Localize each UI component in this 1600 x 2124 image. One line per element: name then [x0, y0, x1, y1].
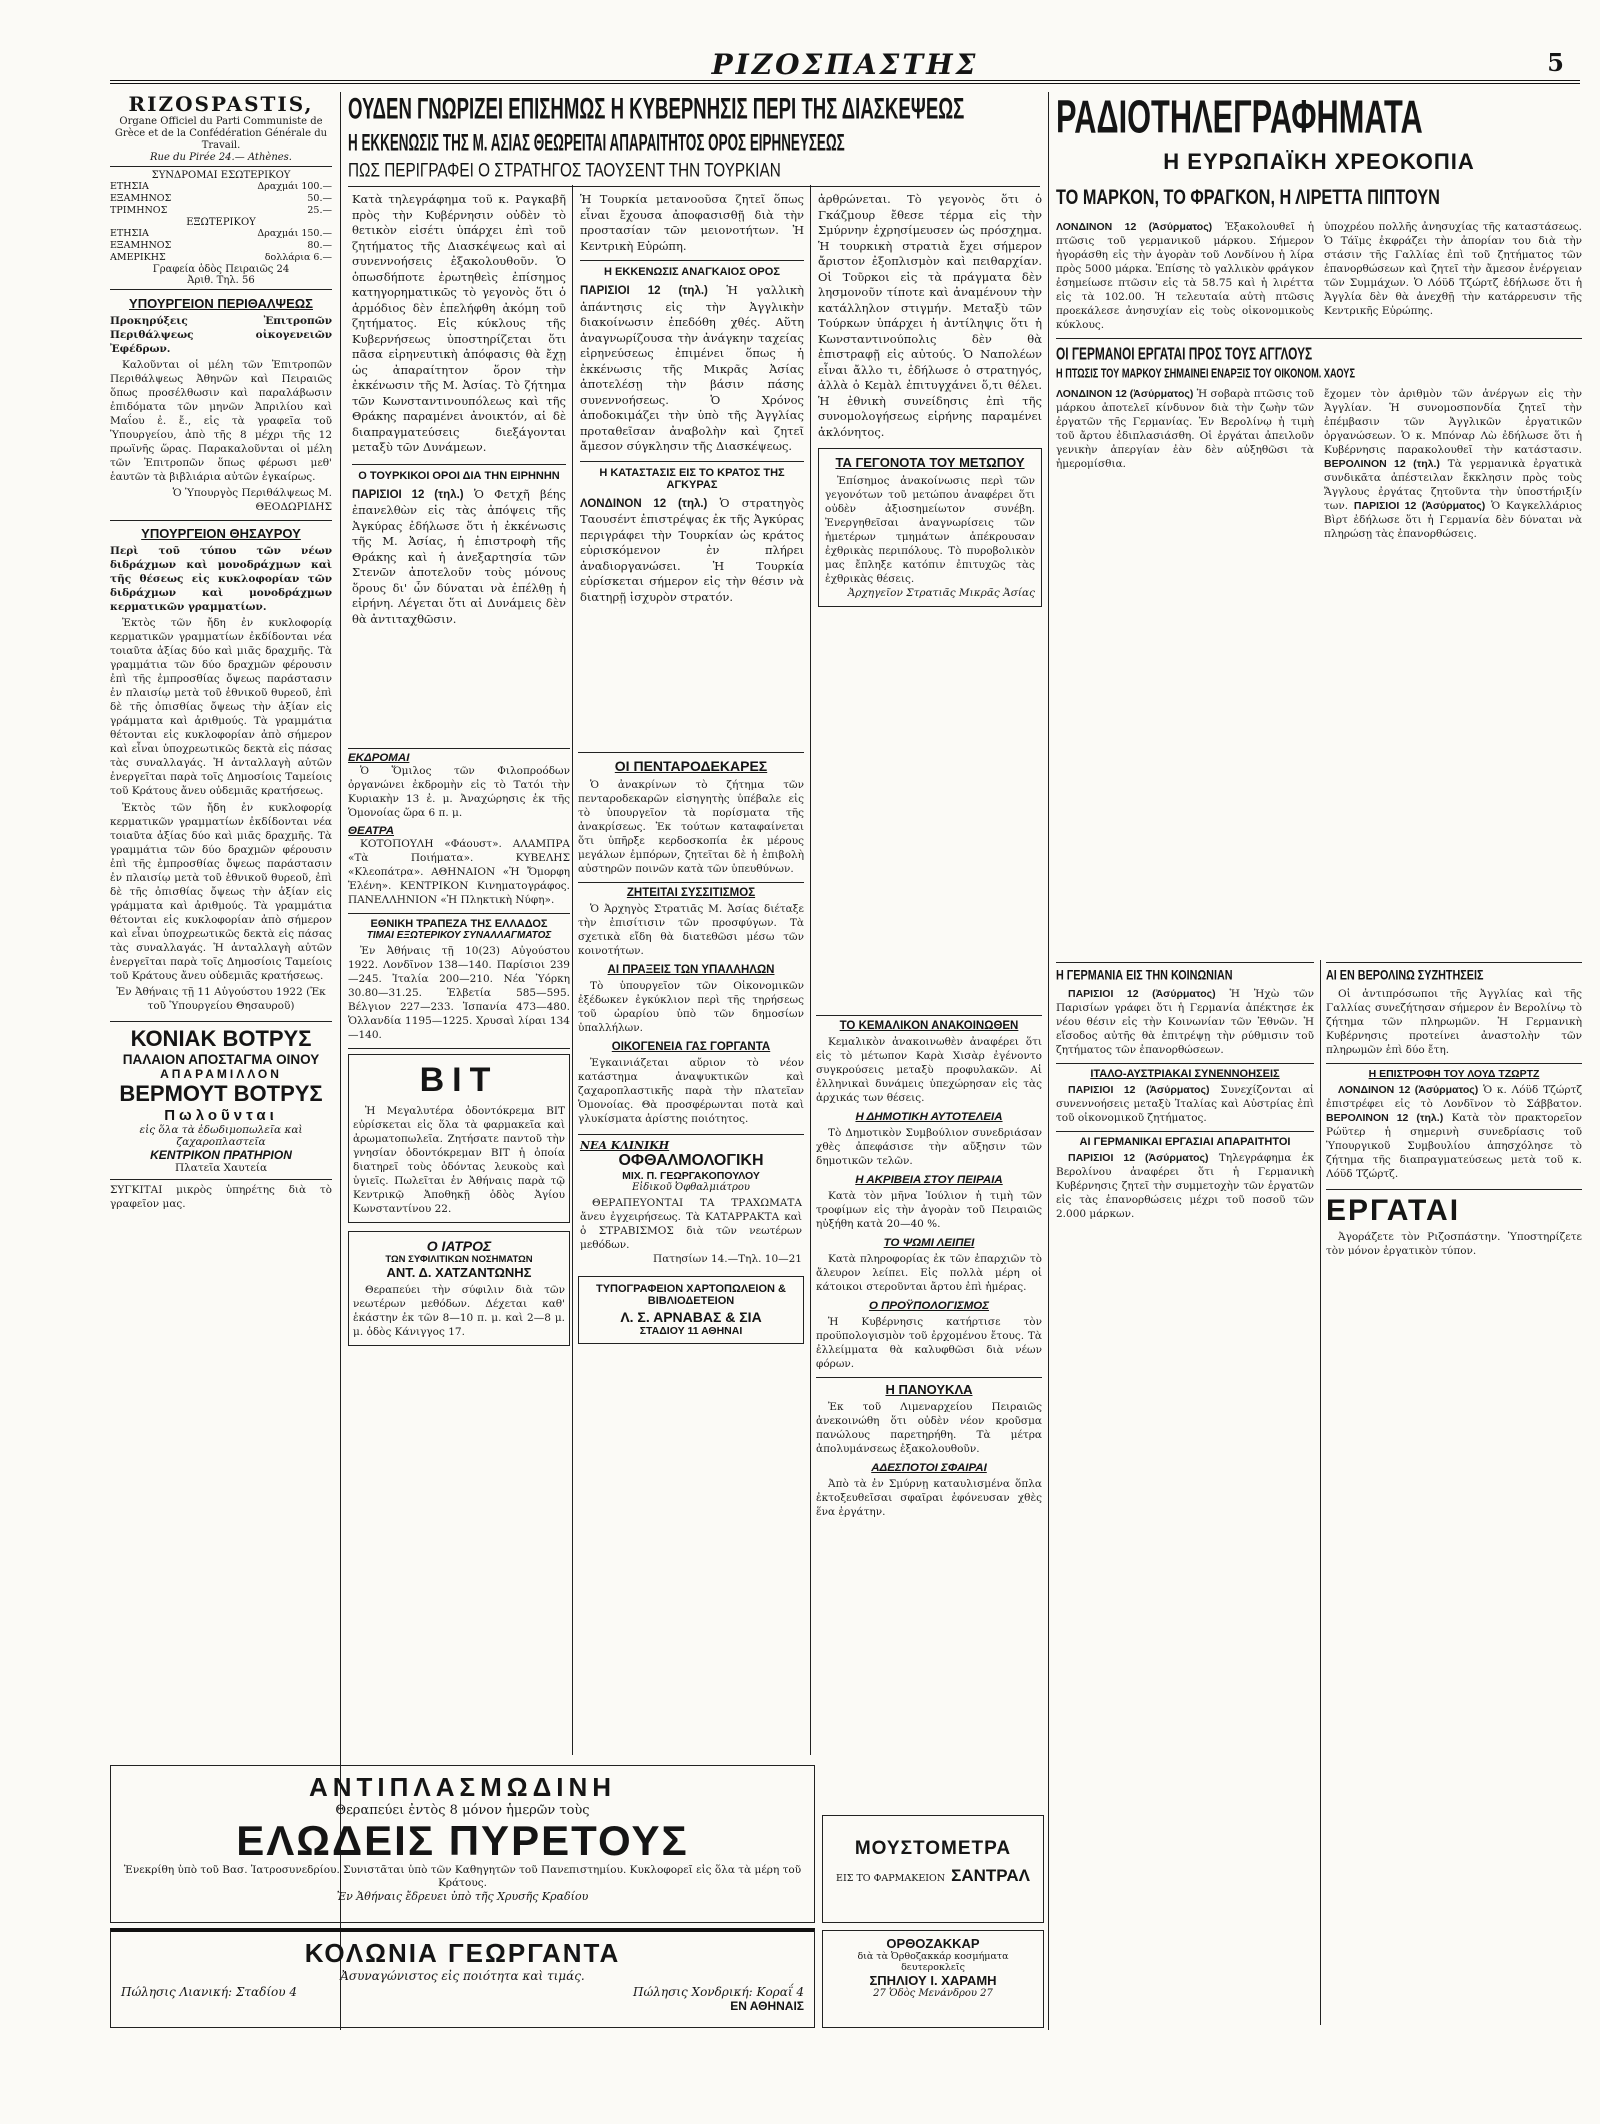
- column-rule: [810, 185, 811, 1755]
- germany-text: ΠΑΡΙΣΙΟΙ 12 (Ἀσύρματος) Ἡ Ἠχὼ τῶν Παρισίων γράφει ὅτι ἡ Γερμανία ἀπέκτησε ἐκ νέου θέσιν εἰς τὴν Κοινωνίαν τῶν Ἐθνῶν. Ἡ εἴσοδος αὐτῆς θὰ ἐπιτρέψῃ τὴν ρύθμισιν τοῦ ζητήματος τῶν ἐπανορθώσεων.: [1056, 988, 1314, 1056]
- ad-kolonia-city: ΕΝ ΑΘΗΝΑΙΣ: [730, 1999, 804, 2013]
- dateline: ΠΑΡΙΣΙΟΙ 12 (τηλ.): [352, 488, 464, 501]
- divider: [1326, 962, 1582, 963]
- radio-lead-left: ΛΟΝΔΙΝΟΝ 12 (Ἀσύρματος) Ἐξακολουθεῖ ἡ πτῶσις τοῦ γερμανικοῦ μάρκου. Σήμερον ἠγοράσθη εἰς τὴν ἀγορὰν τοῦ Λονδίνου ἡ λίρα πρὸς 5000 μάρκα. Ἐπίσης τὸ γαλλικὸν φράγκον ἐσημείωσε πτῶσιν εἰς τὰ 58.75 καὶ ἡ λιρέττα εἰς τὰ 102.00. Ἡ τελευταία αὐτὴ πτῶσις προεκάλεσε ἀνησυχίαν εἰς τοὺς οἰκονομικοὺς κύκλους.: [1056, 221, 1314, 331]
- gorganta-heading: ΟΙΚΟΓΕΝΕΙΑ ΓΑΣ ΓΟΡΓΑΝΤΑ: [611, 1041, 771, 1053]
- kemal-heading: ΤΟ ΚΕΜΑΛΙΚΟΝ ΑΝΑΚΟΙΝΩΘΕΝ: [839, 1020, 1019, 1032]
- ad-moustometra-sub: ΕΙΣ ΤΟ ΦΑΡΜΑΚΕΙΟΝ: [836, 1873, 946, 1884]
- ad-orthozakkar-text: διὰ τὰ Ὀρθοζακκάρ κοσμήματα δευτεροκλεῖς: [857, 1951, 1009, 1973]
- subs-row: ΕΤΗΣΙΑ Δραχμάι 150.—: [110, 228, 332, 239]
- workers-right: ἔχομεν τὸν ἀριθμὸν τῶν ἀνέργων εἰς τὴν Ἀγγλίαν. Ἡ συνομοσπονδία ζητεῖ τὴν ἐπέμβασιν τῶν Ἀγγλικῶν ἐργατικῶν ὀργανώσεων. Ὁ κ. Μπόναρ Λὼ ἐδήλωσε ὅτι ἡ Κυβέρνησις παρακολουθεῖ τὴν κατάστασιν. ΒΕΡΟΛΙΝΟΝ 12 (τηλ.) Τὰ γερμανικὰ ἐργατικὰ συνδικᾶτα ἀπέστειλαν ἔκκλησιν πρὸς τοὺς Ἄγγλους ἐργάτας ζητοῦντα τὴν ὑποστήριξίν των. ΠΑΡΙΣΙΟΙ 12 (Ἀσύρματος) Ὁ Καγκελλάριος Βὶρτ ἐδήλωσε ὅτι ἡ Γερμανία δὲν δύναται νὰ πληρώσῃ τὰς ἐπανορθώσεις.: [1324, 388, 1582, 540]
- syssitismos-text: Ὁ Ἀρχηγὸς Στρατιᾶς Μ. Ἀσίας διέταξε τὴν ἐπισίτισιν τῶν προσφύγων. Τὰ σχετικὰ εἴδη θὰ διατεθῶσι μέσω τῶν κοινοτήτων.: [578, 903, 804, 957]
- story-column-3: [580, 192, 804, 742]
- ad-moustometra-title: ΜΟΥΣΤΟΜΕΤΡΑ: [854, 1838, 1012, 1859]
- dateline: ΠΑΡΙΣΙΟΙ 12 (τηλ.): [580, 285, 708, 297]
- dateline: ΛΟΝΔΙΝΟΝ 12 (τηλ.): [580, 497, 708, 510]
- dateline: ΒΕΡΟΛΙΝΟΝ 12 (τηλ.): [1326, 1112, 1444, 1124]
- ad-orthozakkar-address: 27 Ὁδὸς Μενάνδρου 27: [873, 1988, 993, 1999]
- pentarodekares-text: Ὁ ἀνακρίνων τὸ ζήτημα τῶν πενταροδεκαρῶν εἰσηγητὴς ὑπέβαλε εἰς τὸ ὑπουργεῖον τὰ πορίσματα τῆς ἀνακρίσεως. Ἐκ τούτων καταφαίνεται ὅτι ὑπῆρξε κερδοσκοπία ἐκ μέρους μεγάλων ἐμπόρων, ζητεῖται δὲ ἡ ἐπιβολὴ αὐστηρῶν ποινῶν κατὰ τῶν ὑπευθύνων.: [578, 779, 804, 875]
- ad-orthozakkar: [822, 1930, 1044, 2028]
- theatra-heading: ΘΕΑΤΡΑ: [348, 825, 395, 837]
- treasury-lead: Περὶ τοῦ τύπου τῶν νέων διδράχμων καὶ μονοδράχμων καὶ τῆς θέσεως εἰς κυκλοφορίαν τῶν διδράχμων καὶ μονοδράχμων κερματικῶν γραμματίων.: [110, 545, 332, 613]
- treasury-text-continued: Ἐκτὸς τῶν ἤδη ἐν κυκλοφορίᾳ κερματικῶν γραμματίων ἐκδίδονται νέα τοιαῦτα ἀξίας δύο καὶ μιᾶς δραχμῆς. Τὰ γραμμάτια τῶν δύο δραχμῶν φέρουσιν ἐπὶ τῆς ἐμπροσθίας ὄψεως παράστασιν ἐν πλαισίῳ μετὰ τοῦ ἐθνικοῦ θυρεοῦ, ἐπὶ δὲ τῆς ὀπισθίας ὄψεως τὴν ἀξίαν εἰς γράμματα καὶ ἀριθμούς. Τὰ γραμμάτια θέτονται εἰς κυκλοφορίαν ἀπὸ σήμερον καὶ εἶναι ὑποχρεωτικῶς δεκτὰ εἰς πάσας τὰς συναλλαγάς. Ἡ ἀνταλλαγὴ αὐτῶν ἐνεργεῖται παρὰ τοῖς Δημοσίοις Ταμείοις τοῦ Κράτους ἄνευ οὐδεμιᾶς κρατήσεως.: [110, 802, 332, 982]
- german-work-heading: ΑΙ ΓΕΡΜΑΝΙΚΑΙ ΕΡΓΑΣΙΑΙ ΑΠΑΡΑΙΤΗΤΟΙ: [1079, 1136, 1291, 1148]
- gorganta-text: Ἐγκαινιάζεται αὔριον τὸ νέον κατάστημα ἀναψυκτικῶν καὶ ζαχαροπλαστικῆς παρὰ τὴν πλατεῖαν Ὁμονοίας. Θὰ προσφέρωνται ποτὰ καὶ γλυκίσματα ἀρίστης ποιότητος.: [578, 1057, 804, 1125]
- lloyd-george-text: ΛΟΝΔΙΝΟΝ 12 (Ἀσύρματος) Ὁ κ. Λόϋδ Τζώρτζ ἐπιστρέφει εἰς τὸ Λονδῖνον τὸ Σάββατον. ΒΕΡΟΛΙΝΟΝ 12 (τηλ.) Κατὰ τὸν πρακτορεῖον Ρώϋτερ ἡ σημερινὴ συνεδρίασις τοῦ Ὑπουργικοῦ Συμβουλίου ἀπησχόλησε τὸ ζήτημα τῆς διαπραγματεύσεως μετὰ τοῦ κ. Λόϋδ Τζώρτζ.: [1326, 1084, 1582, 1180]
- radio-telegrams-section: [1056, 92, 1582, 962]
- ad-kolonia: [110, 1928, 815, 2028]
- ad-antiplasmodine: [110, 1765, 815, 1923]
- theatra-text: ΚΟΤΟΠΟΥΛΗ «Φάουστ». ΑΛΑΜΠΡΑ «Τὰ Ποιήματα». ΚΥΒΕΛΗΣ «Κλεοπάτρα». ΑΘΗΝΑΙΟΝ «Ἡ Ὄμορφη Ἑλένη». ΚΕΝΤΡΙΚΟΝ Κινηματογράφος. ΠΑΝΕΛΛΗΝΙΟΝ «Ἡ Πληκτικὴ Νύφη».: [348, 838, 570, 906]
- ad-doctor-name: ΑΝΤ. Δ. ΧΑΤΖΑΝΤΩΝΗΣ: [386, 1265, 532, 1280]
- workers-left: ΛΟΝΔΙΝΟΝ 12 (Ἀσύρματος) Ἡ σοβαρὰ πτῶσις τοῦ μάρκου ἀποτελεῖ κίνδυνον διὰ τὴν ζωὴν τῶν ἐργατῶν τῆς Γερμανίας. Ἐν Βερολίνῳ ἡ τιμὴ τοῦ ἄρτου ἐδιπλασιάσθη. Οἱ ἐργάται ἀπειλοῦν γενικὴν ἀπεργίαν ἐὰν δὲν αὐξηθῶσι τὰ ἡμερομίσθια.: [1056, 388, 1315, 470]
- ad-aparamillon: ΑΠΑΡΑΜΙΛΛΟΝ: [160, 1067, 282, 1081]
- radio-subtitle: Η ΕΥΡΩΠΑΪΚΗ ΧΡΕΟΚΟΠΙΑ: [1163, 149, 1475, 174]
- berlin-talks-heading: ΑΙ ΕΝ ΒΕΡΟΛΙΝΩ ΣΥΖΗΤΗΣΕΙΣ: [1326, 967, 1484, 984]
- story-column-4: [818, 192, 1042, 752]
- adespotoi-text: Ἀπὸ τὰ ἐν Σμύρνῃ καταυλισμένα ὅπλα ἐκτοξευθεῖσαι σφαῖραι ἐφόνευσαν χθὲς ἕνα ἐργάτην.: [816, 1478, 1042, 1518]
- radio-lead-columns: [1056, 220, 1582, 332]
- page-number: 5: [1547, 48, 1564, 77]
- address: Rue du Pirée 24.— Athènes.: [110, 152, 332, 167]
- office-address: Γραφεία ὁδὸς Πειραιῶς 24: [152, 264, 290, 275]
- subs-row: ΕΞΑΜΗΝΟΣ 80.—: [110, 240, 332, 251]
- divider: [1056, 962, 1314, 963]
- headline-line-1: ΟΥΔΕΝ ΓΝΩΡΙΖΕΙ ΕΠΙΣΗΜΩΣ Η ΚΥΒΕΡΝΗΣΙΣ ΠΕΡΙ ΤΗΣ ΔΙΑΣΚΕΨΕΩΣ: [348, 92, 965, 126]
- story-text-2: ΠΑΡΙΣΙΟΙ 12 (τηλ.) Ὁ Φετχῆ βέης ἐπανελθὼν εἰς τὰς ἀπόψεις τῆς Ἀγκύρας ἐδήλωσε ὅτι ἡ ἐκκένωσις τῆς Μ. Ἀσίας, ἡ ἐπιστροφὴ τῆς Θράκης καὶ ἡ ἀνεξαρτησία τῶν Στενῶν ἀποτελοῦν τοὺς μόνους ὅρους δι' ὧν δύναται νὰ ἐπέλθῃ ἡ εἰρήνη. Λέγεται ὅτι αἱ Δυνάμεις δὲν θὰ ἀντιταχθῶσιν.: [352, 486, 566, 626]
- ad-ophth-text: ΘΕΡΑΠΕΥΟΝΤΑΙ ΤΑ ΤΡΑΧΩΜΑΤΑ ἄνευ ἐγχειρήσεως. Τὰ ΚΑΤΑΡΡΑΚΤΑ καὶ ὁ ΣΤΡΑΒΙΣΜΟΣ διὰ τῶν νεωτέρων μεθόδων.: [580, 1197, 802, 1251]
- ad-typo-address: ΣΤΑΔΙΟΥ 11 ΑΘΗΝΑΙ: [639, 1325, 743, 1337]
- column-4-lower: [816, 1015, 1042, 1730]
- subs-row: ΕΤΗΣΙΑ Δραχμάι 100.—: [110, 181, 332, 192]
- ad-doctor-title: Ο ΙΑΤΡΟΣ: [426, 1238, 492, 1254]
- subs-row: ΑΜΕΡΙΚΗΣ δολλάρια 6.—: [110, 252, 332, 263]
- ad-doctor: [348, 1231, 570, 1346]
- radio-title: ΡΑΔΙΟΤΗΛΕΓΡΑΦΗΜΑΤΑ: [1056, 92, 1423, 144]
- left-column: [110, 92, 332, 1732]
- ypalliloi-heading: ΑΙ ΠΡΑΞΕΙΣ ΤΩΝ ΥΠΑΛΛΗΛΩΝ: [607, 964, 775, 976]
- column-rule: [340, 92, 341, 2030]
- ad-orthozakkar-name: ΣΠΗΛΙΟΥ Ι. ΧΑΡΑΜΗ: [869, 1973, 997, 1988]
- ad-bit-text: Ἡ Μεγαλυτέρα ὁδοντόκρεμα ΒΙΤ εὐρίσκεται εἰς ὅλα τὰ φαρμακεῖα καὶ ἀρωματοπωλεῖα. Ζητήσατε παντοῦ τὴν γνησίαν ὁδοντόκρεμαν ΒΙΤ ἡ ὁποία διατηρεῖ τοὺς ὀδόντας λευκοὺς καὶ ὑγιεῖς. Πωλεῖται ἐν Ἀθήναις παρὰ τῷ Κεντρικῷ Ἀποθηκῇ ὁδὸς Ἀγίου Κωνσταντίνου 22.: [353, 1105, 565, 1215]
- dateline: ΛΟΝΔΙΝΟΝ 12 (Ἀσύρματος): [1056, 221, 1213, 233]
- newspaper-title: ΡΙΖΟΣΠΑΣΤΗΣ: [711, 48, 979, 81]
- ad-bit: [348, 1054, 570, 1223]
- column-3-lower: [578, 752, 804, 1752]
- ad-ophth-specialty: Εἰδικοῦ Ὀφθαλμιάτρου: [632, 1182, 750, 1193]
- ad-kolonia-text: Ἀσυναγώνιστος εἰς ποιότητα καὶ τιμάς.: [340, 1969, 585, 1983]
- panoukla-text: Ἐκ τοῦ Λιμεναρχείου Πειραιῶς ἀνεκοινώθη ὅτι οὐδὲν νέον κροῦσμα πανώλους παρετηρήθη. Τὰ μέτρα ἀπολυμάνσεως ἐξακολουθοῦν.: [816, 1401, 1042, 1455]
- dateline: ΛΟΝΔΙΝΟΝ 12 (Ἀσύρματος): [1056, 388, 1194, 400]
- ministry-text: Καλοῦνται οἱ μέλη τῶν Ἐπιτροπῶν Περιθάλψεως Ἀθηνῶν καὶ Πειραιῶς ὅπως προσέλθωσιν καὶ παραλάβωσιν ἐπιδόματα τῶν μηνῶν Ἀπριλίου καὶ Μαΐου ἐ. ἔ., εἰς τὰ γραφεῖα τοῦ Ὑπουργείου, ἀπὸ τῆς 8 μέχρι τῆς 12 πρωϊνῆς ὥρας. Παρακαλοῦνται οἱ μέλη τῶν Ἐπιτροπῶν ὅπως φέρωσι μεθ' ἑαυτῶν τὰ βιβλιάρια αὐτῶν ἐγκαίρως.: [110, 359, 332, 483]
- ekdromai-text: Ὁ Ὅμιλος τῶν Φιλοπροόδων ὀργανώνει ἐκδρομὴν εἰς τὸ Τατόι τὴν Κυριακὴν 13 ἐ. μ. Ἀναχώρησις ἐκ τῆς Ὁμονοίας ὥρα 6 π. μ.: [348, 765, 570, 819]
- ad-konyak-botrys: ΚΟΝΙΑΚ ΒΟΤΡΥΣ: [130, 1026, 312, 1051]
- front-news-heading: ΤΑ ΓΕΓΟΝΟΤΑ ΤΟΥ ΜΕΤΩΠΟΥ: [835, 455, 1025, 470]
- ad-kentrikon: ΚΕΝΤΡΙΚΟΝ ΠΡΑΤΗΡΙΟΝ: [150, 1148, 292, 1162]
- small-ad: ΣΥΓΚΙΤΑΙ μικρὸς ὑπηρέτης διὰ τὸ γραφεῖον μας.: [110, 1184, 332, 1210]
- divider: [110, 520, 332, 521]
- divider: [348, 748, 570, 749]
- column-rule: [1320, 960, 1321, 2025]
- story-subheading: Ο ΤΟΥΡΚΙΚΟΙ ΟΡΟΙ ΔΙΑ ΤΗΝ ΕΙΡΗΝΗΝ: [352, 464, 566, 482]
- bank-subheading: ΤΙΜΑΙ ΕΞΩΤΕΡΙΚΟΥ ΣΥΝΑΛΛΑΓΜΑΤΟΣ: [366, 930, 552, 941]
- berlin-talks-text: Οἱ ἀντιπρόσωποι τῆς Ἀγγλίας καὶ τῆς Γαλλίας συνεζήτησαν σήμερον ἐν Βερολίνῳ τὸ ζήτημα τῶν πληρωμῶν. Ἡ Γερμανικὴ Κυβέρνησις προτείνει ἀναστολὴν τῶν πληρωμῶν ἐπὶ δύο ἔτη.: [1326, 988, 1582, 1056]
- dimotiki-text: Τὸ Δημοτικὸν Συμβούλιον συνεδριάσαν χθὲς ἀπεφάσισε τὴν αὔξησιν τῶν δημοτικῶν τελῶν.: [816, 1127, 1042, 1167]
- paper-logo: RIZOSPASTIS,: [128, 92, 314, 116]
- divider: [1326, 1189, 1582, 1190]
- psomi-heading: ΤΟ ΨΩΜΙ ΛΕΙΠΕΙ: [883, 1237, 975, 1249]
- subs-domestic-title: ΣΥΝΔΡΟΜΑΙ ΕΣΩΤΕΡΙΚΟΥ: [151, 170, 291, 181]
- akriveia-heading: Η ΑΚΡΙΒΕΙΑ ΣΤΟΥ ΠΕΙΡΑΙΑ: [855, 1174, 1003, 1186]
- ad-ophth-title: ΟΦΘΑΛΜΟΛΟΓΙΚΗ: [618, 1152, 764, 1169]
- ad-palaion: ΠΑΛΑΙΟΝ ΑΠΟΣΤΑΓΜΑ ΟΙΝΟΥ: [122, 1052, 320, 1067]
- front-news-text: Ἐπίσημος ἀνακοίνωσις περὶ τῶν γεγονότων τοῦ μετώπου ἀναφέρει ὅτι οὐδὲν ἀξιοσημείωτον συνέβη. Ἐνεργηθεῖσαι ἀναγνωρίσεις τῶν ἡμετέρων τμημάτων ἀπέκρουσαν ἐχθρικὰς περιπόλους. Τὸ πυροβολικὸν μας ἔπληξε κατόπιν ἐπιτυχῶς τὰς ἐχθρικὰς θέσεις.: [825, 475, 1035, 585]
- column-2-lower: [348, 748, 570, 1748]
- syssitismos-heading: ΖΗΤΕΙΤΑΙ ΣΥΣΣΙΤΙΣΜΟΣ: [626, 887, 756, 899]
- subs-domestic-table: [110, 181, 332, 217]
- ad-typography: [578, 1276, 804, 1344]
- ad-doctor-subtitle: ΤΩΝ ΣΥΦΙΛΙΤΙΚΩΝ ΝΟΣΗΜΑΤΩΝ: [385, 1254, 533, 1265]
- dimotiki-heading: Η ΔΗΜΟΤΙΚΗ ΑΥΤΟΤΕΛΕΙΑ: [855, 1111, 1003, 1123]
- ad-botrys: [110, 1022, 332, 1174]
- ad-antiplasmodine-sub: Θεραπεύει ἐντὸς 8 μόνον ἡμερῶν τοὺς: [335, 1803, 590, 1818]
- ad-kolonia-retail: Πώλησις Λιανική: Σταδίου 4: [121, 1985, 297, 1999]
- divider: [348, 913, 570, 914]
- workers-columns: [1056, 387, 1582, 541]
- telephone: Ἀριθ. Τηλ. 56: [110, 275, 332, 290]
- german-work-text: ΠΑΡΙΣΙΟΙ 12 (Ἀσύρματος) Τηλεγράφημα ἐκ Βερολίνου ἀναφέρει ὅτι ἡ Γερμανικὴ Κυβέρνησις ζητεῖ τὴν συμμετοχὴν τῶν ἐργατῶν εἰς τὰς ἐπανορθώσεις μέχρι τοῦ ποσοῦ τῶν 2.000 μάρκων.: [1056, 1152, 1314, 1220]
- ad-antiplasmodine-main: ΕΛΩΔΕΙΣ ΠΥΡΕΤΟΥΣ: [236, 1817, 689, 1864]
- story-text: Κατὰ τηλεγράφημα τοῦ κ. Ραγκαβῆ πρὸς τὴν Κυβέρνησιν οὐδὲν τὸ θετικὸν εἰσέτι ὑπάρχει ἐπὶ τοῦ ζητήματος τῆς Διασκέψεως καὶ αἱ συνεννοήσεις ἐξακολουθοῦν. Ὁ ὁπωσδήποτε ἐρωτηθεὶς ἐπίσημος κατηγορηματικῶς τὸ γεγονὸς ὅτι ὁ ἀρμόδιος δὲν ἐπελήφθη ἀκόμη τοῦ ζητήματος. Εἰς κύκλους τῆς Κυβερνήσεως ὑποστηρίζεται ὅτι πᾶσα εἰρηνευτικὴ ἀπόφασις θὰ ἔχῃ ὡς ἀπαραίτητον ὅρον τὴν ἐκκένωσιν τῆς Μ. Ἀσίας. Τὸ ζήτημα τῶν Κωνσταντινουπόλεως καὶ τῆς Θράκης παραμένει ἀνοικτόν, αἱ δὲ διαπραγματεύσεις διεξάγονται μεταξὺ τῶν Δυνάμεων.: [352, 192, 566, 454]
- ad-orthozakkar-title: ΟΡΘΟΖΑΚΚΑΡ: [886, 1936, 980, 1951]
- organ-text: Organe Officiel du Parti Communiste de Grèce et de la Confédération Générale du Travail.: [114, 116, 328, 151]
- treasury-text: Ἐκτὸς τῶν ἤδη ἐν κυκλοφορίᾳ κερματικῶν γραμματίων ἐκδίδονται νέα τοιαῦτα ἀξίας δύο καὶ μιᾶς δραχμῆς. Τὰ γραμμάτια τῶν δύο δραχμῶν φέρουσιν ἐπὶ τῆς ἐμπροσθίας ὄψεως παράστασιν ἐν πλαισίῳ μετὰ τοῦ ἐθνικοῦ θυρεοῦ, ἐπὶ δὲ τῆς ὀπισθίας ὄψεως τὴν ἀξίαν εἰς γράμματα καὶ ἀριθμούς. Τὰ γραμμάτια θέτονται εἰς κυκλοφορίαν ἀπὸ σήμερον καὶ εἶναι ὑποχρεωτικῶς δεκτὰ εἰς πάσας τὰς συναλλαγάς. Ἡ ἀνταλλαγὴ αὐτῶν ἐνεργεῖται παρὰ τοῖς Δημοσίοις Ταμείοις τοῦ Κράτους ἄνευ οὐδεμιᾶς κρατήσεως.: [110, 617, 332, 797]
- headline-line-3: ΠΩΣ ΠΕΡΙΓΡΑΦΕΙ Ο ΣΤΡΑΤΗΓΟΣ ΤΑΟΥΣΕΝΤ ΤΗΝ ΤΟΥΡΚΙΑΝ: [348, 159, 781, 181]
- subs-foreign-table: [110, 228, 332, 264]
- story-text: ἀρθρώνεται. Τὸ γεγονὸς ὅτι ὁ Γκάζμουρ ἔθεσε τέρμα εἰς τὴν Σμύρνην ἐχρησίμευσεν ὡς πρόσχημα. Ἡ τουρκικὴ στρατιὰ ἔχει σήμερον ἄριστον ἐξοπλισμὸν καὶ πειθαρχίαν. Οἱ Τοῦρκοι εἰς τὰ πράγματα δὲν λησμονοῦν τίποτε καὶ ἀναμένουν τὴν κατάλληλον στιγμήν. Μεταξὺ τῶν Τούρκων ὑπάρχει ἡ ἀντίληψις ὅτι ἡ Κωνσταντινούπολις δὲν θὰ ἐπιστραφῇ εἰς αὐτούς. Ὁ Ναπολέων εἶναι ἄλλο τι, ἐδήλωσε ὁ στρατηγός, ἀλλὰ ὁ Κεμὰλ ἐπιτυγχάνει ὅ,τι θέλει. Ἡ ἐθνικὴ συνείδησις ἐπὶ τῆς συνομολογήσεως εἰρήνης παραμένει ἀκλόνητος.: [818, 192, 1042, 439]
- main-headline: [348, 92, 1040, 186]
- dateline: ΠΑΡΙΣΙΟΙ 12 (Ἀσύρματος): [1353, 500, 1486, 512]
- divider: [578, 882, 804, 883]
- story-subheading: Η ΕΚΚΕΝΩΣΙΣ ΑΝΑΓΚΑΙΟΣ ΟΡΟΣ: [580, 260, 804, 278]
- treasury-signature: Ἐν Ἀθήναις τῇ 11 Αὐγούστου 1922 (Ἐκ τοῦ Ὑπουργείου Θησαυροῦ): [116, 986, 326, 1012]
- dateline: ΠΑΡΙΣΙΟΙ 12 (Ἀσύρματος): [1068, 1152, 1209, 1164]
- dateline: ΒΕΡΟΛΙΝΟΝ 12 (τηλ.): [1324, 458, 1440, 470]
- pentarodekares-heading: ΟΙ ΠΕΝΤΑΡΟΔΕΚΑΡΕΣ: [614, 758, 768, 774]
- radio-headline: ΤΟ ΜΑΡΚΟΝ, ΤΟ ΦΡΑΓΚΟΝ, Η ΛΙΡΕΤΤΑ ΠΙΠΤΟΥΝ: [1056, 185, 1440, 209]
- germany-heading: Η ΓΕΡΜΑΝΙΑ ΕΙΣ ΤΗΝ ΚΟΙΝΩΝΙΑΝ: [1056, 967, 1233, 984]
- front-news-box: [818, 448, 1042, 607]
- ad-ophth-name: ΜΙΧ. Π. ΓΕΩΡΓΑΚΟΠΟΥΛΟΥ: [622, 1170, 760, 1182]
- ad-doctor-text: Θεραπεύει τὴν σύφιλιν διὰ τῶν νεωτέρων μεθόδων. Δέχεται καθ' ἑκάστην ἐκ τῶν 8—10 π. μ. καὶ 2—8 μ. μ. ὁδὸς Κάνιγγος 17.: [353, 1284, 565, 1338]
- ad-poluntai-text: εἰς ὅλα τὰ ἐδωδιμοπωλεῖα καὶ ζαχαροπλαστεῖα: [139, 1124, 303, 1148]
- divider: [816, 1377, 1042, 1378]
- bank-heading: ΕΘΝΙΚΗ ΤΡΑΠΕΖΑ ΤΗΣ ΕΛΛΑΔΟΣ: [370, 918, 548, 930]
- dateline: ΠΑΡΙΣΙΟΙ 12 (Ἀσύρματος): [1068, 1084, 1210, 1096]
- ad-antiplasmodine-title: ΑΝΤΙΠΛΑΣΜΩΔΙΝΗ: [308, 1772, 617, 1802]
- ad-typo-name: Λ. Σ. ΑΡΝΑΒΑΣ & ΣΙΑ: [620, 1309, 762, 1325]
- ypalliloi-text: Τὸ ὑπουργεῖον τῶν Οἰκονομικῶν ἐξέδωκεν ἐγκύκλιον περὶ τῆς τηρήσεως τοῦ ὡραρίου ὑπὸ τῶν δημοσίων ὑπαλλήλων.: [578, 980, 804, 1034]
- bank-rates: Ἐν Ἀθήναις τῇ 10(23) Αὐγούστου 1922. Λονδῖνον 138—140. Παρίσιοι 239—245. Ἰταλία 200—210. Νέα Ὑόρκη 30.80—31.25. Ἑλβετία 585—595. Βέλγιον 227—233. Ἱσπανία 473—480. Ὁλλανδία 1195—1225. Χρυσαὶ λίραι 134—140.: [348, 945, 570, 1041]
- italo-austrian-text: ΠΑΡΙΣΙΟΙ 12 (Ἀσύρματος) Συνεχίζονται αἱ συνεννοήσεις μεταξὺ Ἰταλίας καὶ Αὐστρίας ἐπὶ τοῦ οἰκονομικοῦ ζητήματος.: [1056, 1084, 1314, 1124]
- divider: [348, 1048, 570, 1049]
- ad-ophth-subtitle: ΝΕΑ ΚΛΙΝΙΚΗ: [580, 1139, 670, 1152]
- divider: [348, 186, 1040, 187]
- ad-moustometra: [822, 1815, 1044, 1923]
- ekdromai-heading: ΕΚΔΡΟΜΑΙ: [348, 752, 410, 764]
- radio-lower-left: [1056, 962, 1314, 2030]
- subs-foreign-title: ΕΞΩΤΕΡΙΚΟΥ: [186, 217, 256, 228]
- workers-heading: ΟΙ ΓΕΡΜΑΝΟΙ ΕΡΓΑΤΑΙ ΠΡΟΣ ΤΟΥΣ ΑΓΓΛΟΥΣ: [1056, 343, 1313, 363]
- ad-bermout-botrys: ΒΕΡΜΟΥΤ ΒΟΤΡΥΣ: [119, 1081, 323, 1106]
- ad-moustometra-name: ΣΑΝΤΡΑΛ: [951, 1866, 1030, 1885]
- treasury-heading: ΥΠΟΥΡΓΕΙΟΝ ΘΗΣΑΥΡΟΥ: [141, 526, 301, 541]
- ad-kentrikon-address: Πλατεῖα Χαυτεία: [174, 1162, 268, 1174]
- subs-row: ΤΡΙΜΗΝΟΣ 25.—: [110, 205, 332, 216]
- ad-poluntai: Πωλοῦνται: [164, 1107, 278, 1124]
- ad-antiplasmodine-text: Ἐνεκρίθη ὑπὸ τοῦ Βασ. Ἰατροσυνεδρίου. Συνιστᾶται ὑπὸ τῶν Καθηγητῶν τοῦ Πανεπιστημίου. Κυκλοφορεῖ εἰς ὅλα τὰ μέρη τοῦ Κράτους.: [123, 1864, 802, 1889]
- kemal-text: Κεμαλικὸν ἀνακοινωθὲν ἀναφέρει ὅτι εἰς τὸ μέτωπον Καρὰ Χισὰρ ἐγένοντο συγκρούσεις μεταξὺ προφυλακῶν. Αἱ ἐλληνικαὶ δυνάμεις ὑπεχώρησαν εἰς τὰς ἀρχικάς των θέσεις.: [816, 1036, 1042, 1104]
- ministry-lead: Προκηρύξεις Ἐπιτροπῶν Περιθάλψεως οἰκογενειῶν Ἐφέδρων.: [110, 315, 332, 355]
- ergatai-text: Ἀγοράζετε τὸν Ριζοσπάστην. Ὑποστηρίζετε τὸν μόνον ἐργατικὸν τύπον.: [1326, 1231, 1582, 1257]
- story-column-2: [352, 192, 566, 742]
- story-text-2: ΠΑΡΙΣΙΟΙ 12 (τηλ.) Ἡ γαλλικὴ ἀπάντησις εἰς τὴν Ἀγγλικὴν διακοίνωσιν ἐπεδόθη χθές. Αὕτη ἀναγνωρίζουσα τὴν ἀνάγκην ταχείας εἰρηνεύσεως ἐπιμένει ὅπως ἡ ἐκκένωσις τῆς Μικρᾶς Ἀσίας ἀποτελέσῃ τὴν βάσιν πάσης συνεννοήσεως. Ὁ Χρόνος ἀποδοκιμάζει τὴν ὑπὸ τῆς Ἀγγλίας προταθεῖσαν ἀναβολὴν καὶ ζητεῖ ἄμεσον σύγκλησιν τῆς Διασκέψεως.: [580, 283, 804, 453]
- ad-kolonia-footer: [121, 1985, 804, 1999]
- ad-kolonia-wholesale: Πώλησις Χονδρική: Κοραΐ 4: [633, 1985, 804, 1999]
- akriveia-text: Κατὰ τὸν μῆνα Ἰούλιον ἡ τιμὴ τῶν τροφίμων εἰς τὴν ἀγορὰν τοῦ Πειραιῶς ηὐξήθη κατὰ 20—40 %.: [816, 1190, 1042, 1230]
- divider: [1326, 1063, 1582, 1064]
- panoukla-heading: Η ΠΑΝΟΥΚΛΑ: [885, 1382, 973, 1397]
- divider: [1056, 1063, 1314, 1064]
- ergatai-title: ΕΡΓΑΤΑΙ: [1326, 1194, 1461, 1227]
- divider: [110, 1179, 332, 1180]
- workers-subheading: Η ΠΤΩΣΙΣ ΤΟΥ ΜΑΡΚΟΥ ΣΗΜΑΙΝΕΙ ΕΝΑΡΞΙΣ ΤΟΥ ΟΙΚΟΝΟΜ. ΧΑΟΥΣ: [1056, 367, 1355, 381]
- divider: [816, 1015, 1042, 1016]
- ministry-heading: ΥΠΟΥΡΓΕΙΟΝ ΠΕΡΙΘΑΛΨΕΩΣ: [129, 296, 313, 311]
- masthead: [110, 48, 1580, 84]
- proypologismos-heading: Ο ΠΡΟΫΠΟΛΟΓΙΣΜΟΣ: [868, 1300, 990, 1312]
- lloyd-george-heading: Η ΕΠΙΣΤΡΟΦΗ ΤΟΥ ΛΟΥΔ ΤΖΩΡΤΖ: [1368, 1068, 1540, 1080]
- front-news-signature: Ἀρχηγεῖον Στρατιᾶς Μικρᾶς Ἀσίας: [847, 587, 1035, 599]
- ad-antiplasmodine-address: Ἐν Ἀθήναις ἔδρευει ὑπὸ τῆς Χρυσῆς Κραδίου: [336, 1890, 589, 1903]
- divider: [1056, 338, 1582, 339]
- psomi-text: Κατὰ πληροφορίας ἐκ τῶν ἐπαρχιῶν τὸ ἄλευρον λείπει. Εἰς πολλὰ μέρη οἱ κάτοικοι στεροῦνται ἄρτου ἐπὶ ἡμέρας.: [816, 1253, 1042, 1293]
- story-text-3: ΛΟΝΔΙΝΟΝ 12 (τηλ.) Ὁ στρατηγὸς Ταουσέντ ἐπιστρέψας ἐκ τῆς Ἀγκύρας περιγράφει τὴν Τουρκίαν ὡς κράτος εὑρισκόμενον ἐν πλήρει ἀναδιοργανώσει. Ἡ Τουρκία εὑρίσκεται σήμερον εἰς τὴν θέσιν νὰ διατηρῇ ἰσχυρὸν στρατόν.: [580, 495, 804, 604]
- ad-bit-title: ΒΙΤ: [419, 1061, 499, 1099]
- ministry-signature: Ὁ Ὑπουργὸς Περιθάλψεως Μ. ΘΕΟΔΩΡΙΔΗΣ: [172, 487, 332, 513]
- story-subheading: Η ΚΑΤΑΣΤΑΣΙΣ ΕΙΣ ΤΟ ΚΡΑΤΟΣ ΤΗΣ ΑΓΚΥΡΑΣ: [580, 461, 804, 491]
- dateline: ΛΟΝΔΙΝΟΝ 12 (Ἀσύρματος): [1338, 1084, 1479, 1096]
- divider: [578, 752, 804, 753]
- column-rule: [572, 185, 573, 1755]
- italo-austrian-heading: ΙΤΑΛΟ-ΑΥΣΤΡΙΑΚΑΙ ΣΥΝΕΝΝΟΗΣΕΙΣ: [1090, 1068, 1280, 1080]
- headline-line-2: Η ΕΚΚΕΝΩΣΙΣ ΤΗΣ Μ. ΑΣΙΑΣ ΘΕΩΡΕΙΤΑΙ ΑΠΑΡΑΙΤΗΤΟΣ ΟΡΟΣ ΕΙΡΗΝΕΥΣΕΩΣ: [348, 130, 845, 157]
- ad-moustometra-footer: [829, 1866, 1037, 1886]
- proypologismos-text: Ἡ Κυβέρνησις κατήρτισε τὸν προϋπολογισμὸν τοῦ ἐρχομένου ἔτους. Τὰ ἐλλείμματα θὰ καλυφθῶσι διὰ νέων φόρων.: [816, 1316, 1042, 1370]
- column-rule: [1048, 92, 1049, 2030]
- dateline: ΠΑΡΙΣΙΟΙ 12 (Ἀσύρματος): [1068, 988, 1216, 1000]
- ad-ophthalmology: [578, 1135, 804, 1270]
- ad-typo-title: ΤΥΠΟΓΡΑΦΕΙΟΝ ΧΑΡΤΟΠΩΛΕΙΟΝ & ΒΙΒΛΙΟΔΕΤΕΙΟΝ: [595, 1283, 786, 1307]
- radio-lead-right: ὑποχρέου πολλῆς ἀνησυχίας τῆς καταστάσεως. Ὁ Τάϊμς ἐκφράζει τὴν ἀπορίαν του διὰ τὴν στάσιν τῆς Γαλλίας ἐπὶ τοῦ ζητήματος τῶν ἐπανορθώσεων καὶ ζητεῖ τὴν ἄμεσον ἐνέργειαν τῶν Συμμάχων. Ὁ Λόϋδ Τζώρτζ ἐδήλωσε ὅτι ἡ Ἀγγλία δὲν θὰ ἀνεχθῇ τὴν κατάρρευσιν τῆς Κεντρικῆς Εὐρώπης.: [1324, 221, 1582, 317]
- ad-ophth-address: Πατησίων 14.—Τηλ. 10—21: [653, 1253, 802, 1265]
- subs-row: ΕΞΑΜΗΝΟΣ 50.—: [110, 193, 332, 204]
- ad-kolonia-title: ΚΟΛΩΝΙΑ ΓΕΩΡΓΑΝΤΑ: [304, 1938, 621, 1968]
- radio-lower-right: [1326, 962, 1582, 2030]
- adespotoi-heading: ΑΔΕΣΠΟΤΟΙ ΣΦΑΙΡΑΙ: [871, 1462, 987, 1474]
- divider: [1056, 1131, 1314, 1132]
- story-text: Ἡ Τουρκία μετανοοῦσα ζητεῖ ὅπως εἶναι ἔχουσα ἀποφασισθῇ διὰ τὴν προστασίαν τῶν μειονοτήτων. Ἡ Κεντρικὴ Εὐρώπη.: [580, 192, 804, 253]
